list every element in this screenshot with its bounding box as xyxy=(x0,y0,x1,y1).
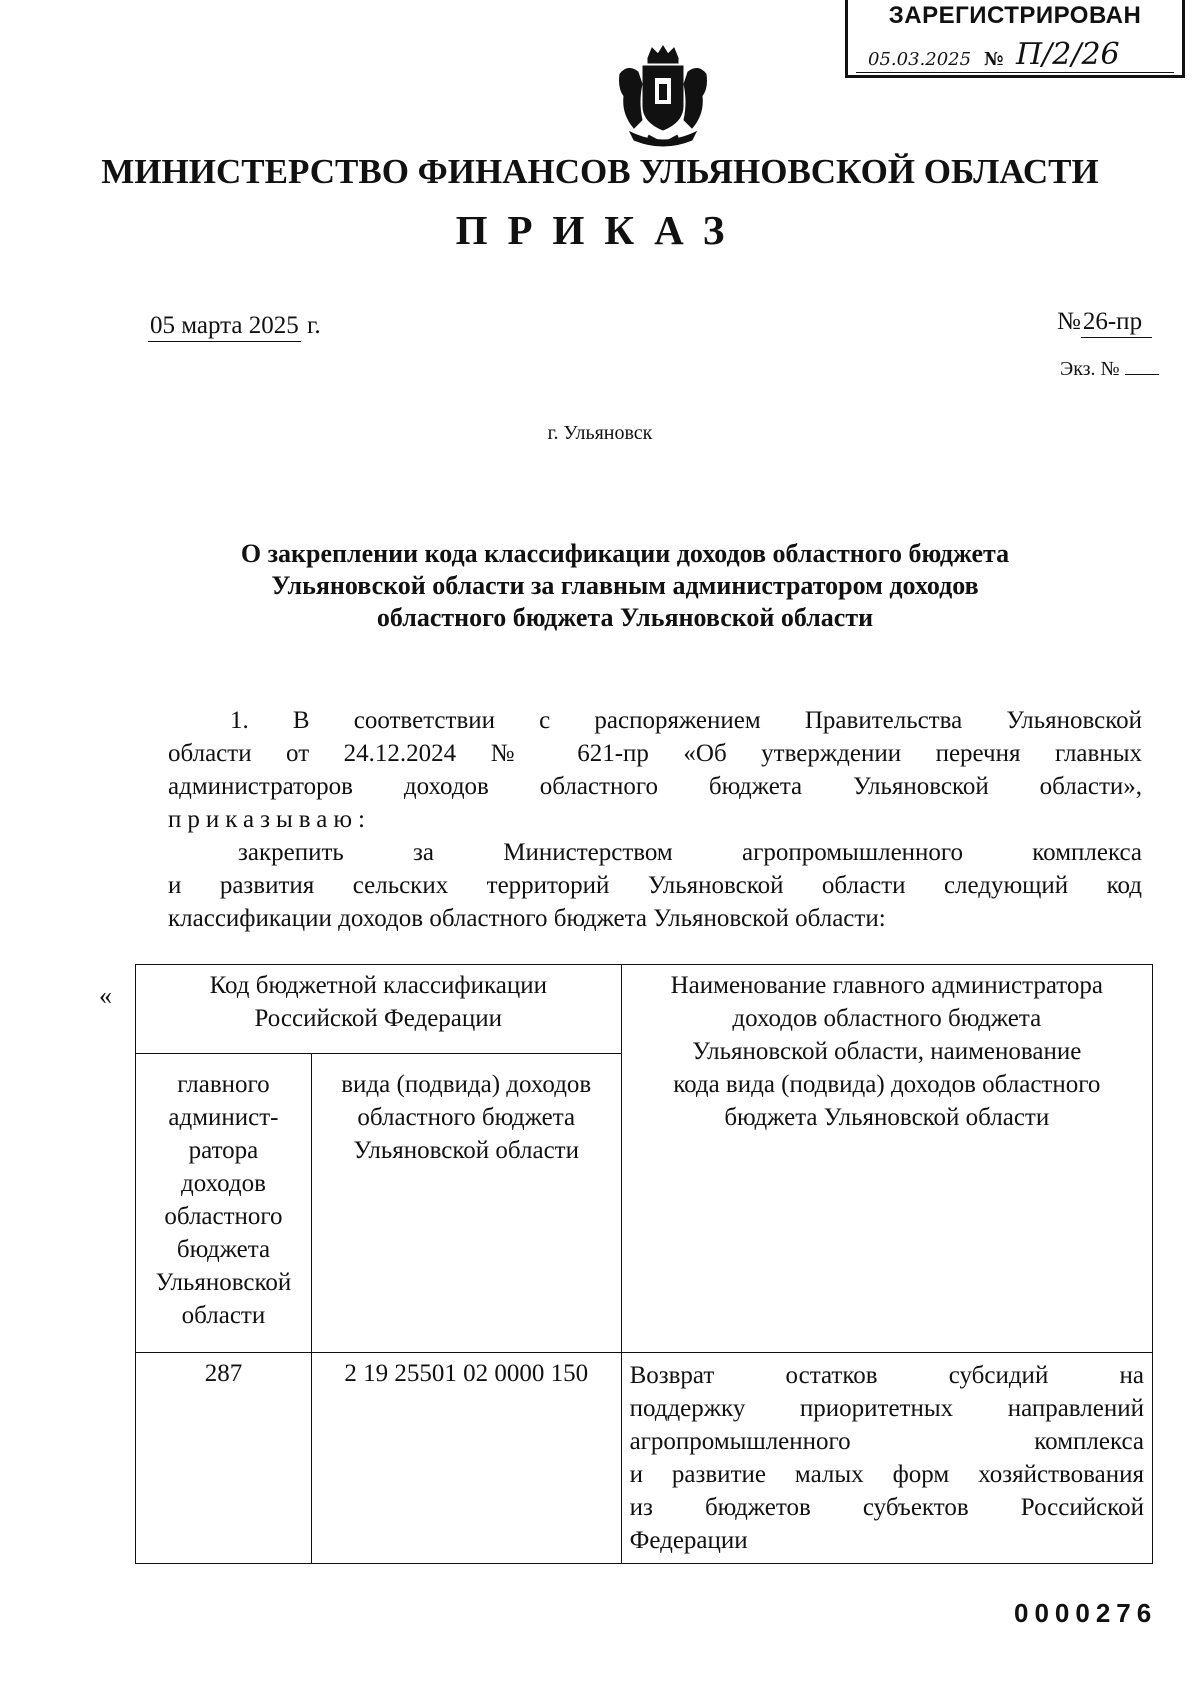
description-line: агропромышленного комплекса xyxy=(629,1428,1144,1455)
admin-code-cell: 287 xyxy=(136,1353,312,1564)
subject-line: О закреплении кода классификации доходов областного бюджета xyxy=(240,539,1010,568)
city: г. Ульяновск xyxy=(547,422,653,444)
copy-number xyxy=(1060,358,1159,381)
income-code-cell: 2 19 25501 02 0000 150 xyxy=(311,1353,621,1564)
order-subject xyxy=(165,538,1085,634)
table-row xyxy=(136,1353,1153,1564)
serial-number: 0000276 xyxy=(1014,1598,1158,1628)
header-text: Код бюджетной классификации xyxy=(209,972,547,999)
date-value: 05 марта 2025 xyxy=(148,312,301,342)
header-text: доходов xyxy=(180,1170,266,1197)
header-text: области xyxy=(181,1302,266,1329)
copy-blank xyxy=(1125,374,1159,375)
body-line: области от 24.12.2024 № 621-пр «Об утверждении перечня главных xyxy=(168,740,1142,767)
number-value: 26-пр xyxy=(1081,308,1152,338)
number-prefix: № xyxy=(1057,308,1081,335)
ulyanovsk-coat-of-arms-icon xyxy=(608,44,718,152)
description-line: из бюджетов субъектов Российской xyxy=(629,1494,1144,1521)
body-line: 1. В соответствии с распоряжением Правительства Ульяновской xyxy=(230,707,1142,734)
header-text: областного бюджета xyxy=(357,1104,576,1131)
header-name-column xyxy=(621,965,1152,1353)
body-line: администраторов доходов областного бюджета Ульяновской области», xyxy=(168,773,1142,800)
header-text: областного xyxy=(164,1203,283,1230)
body-line: закрепить за Министерством агропромышленного комплекса xyxy=(238,839,1142,866)
subject-line: областного бюджета Ульяновской области xyxy=(376,603,874,632)
header-text: главного xyxy=(177,1071,270,1098)
description-line: и развитие малых форм хозяйствования xyxy=(629,1461,1144,1488)
stamp-handwritten-line xyxy=(856,38,1174,73)
header-text: бюджета Ульяновской области xyxy=(724,1104,1050,1131)
copy-label: Экз. № xyxy=(1060,358,1120,380)
classification-table xyxy=(135,964,1153,1564)
body-line-decree: приказываю: xyxy=(168,806,371,833)
header-text: бюджета xyxy=(176,1236,271,1263)
document-type: ПРИКАЗ xyxy=(455,207,745,253)
stamp-number-sign: № xyxy=(984,49,1004,70)
stamp-date: 05.03.2025 xyxy=(868,49,972,70)
header-text: вида (подвида) доходов xyxy=(341,1071,592,1098)
document-date xyxy=(148,312,321,340)
table-opening-quote: « xyxy=(99,981,112,1010)
table-header-row xyxy=(136,965,1153,1054)
description-line: поддержку приоритетных направлений xyxy=(629,1395,1144,1422)
header-text: доходов областного бюджета xyxy=(732,1005,1042,1032)
description-cell xyxy=(621,1353,1152,1564)
header-text: Российской Федерации xyxy=(254,1005,503,1032)
header-code-group xyxy=(136,965,622,1054)
header-income-column xyxy=(311,1054,621,1353)
document-number xyxy=(1057,308,1152,336)
body-line: классификации доходов областного бюджета Ульяновской области: xyxy=(168,905,886,932)
description-line: Возврат остатков субсидий на xyxy=(629,1362,1144,1389)
header-text: ратора xyxy=(188,1137,259,1164)
header-text: Ульяновской области, наименование xyxy=(692,1038,1082,1065)
header-text: кода вида (подвида) доходов областного xyxy=(673,1071,1101,1098)
description-line: Федерации xyxy=(629,1527,748,1554)
stamp-number: П/2/26 xyxy=(1016,37,1120,72)
header-admin-column xyxy=(136,1054,312,1353)
stamp-title: ЗАРЕГИСТРИРОВАН xyxy=(888,2,1142,29)
registration-stamp xyxy=(845,0,1185,78)
ministry-title: МИНИСТЕРСТВО ФИНАНСОВ УЛЬЯНОВСКОЙ ОБЛАСТИ xyxy=(101,152,1099,191)
header-text: Ульяновской xyxy=(155,1269,292,1296)
header-text: Наименование главного администратора xyxy=(670,972,1103,999)
header-text: админист- xyxy=(168,1104,279,1131)
header-text: Ульяновской области xyxy=(353,1137,579,1164)
subject-line: Ульяновской области за главным администратором доходов xyxy=(271,571,979,600)
date-suffix: г. xyxy=(300,312,321,339)
body-line: и развития сельских территорий Ульяновской области следующий код xyxy=(168,872,1142,899)
